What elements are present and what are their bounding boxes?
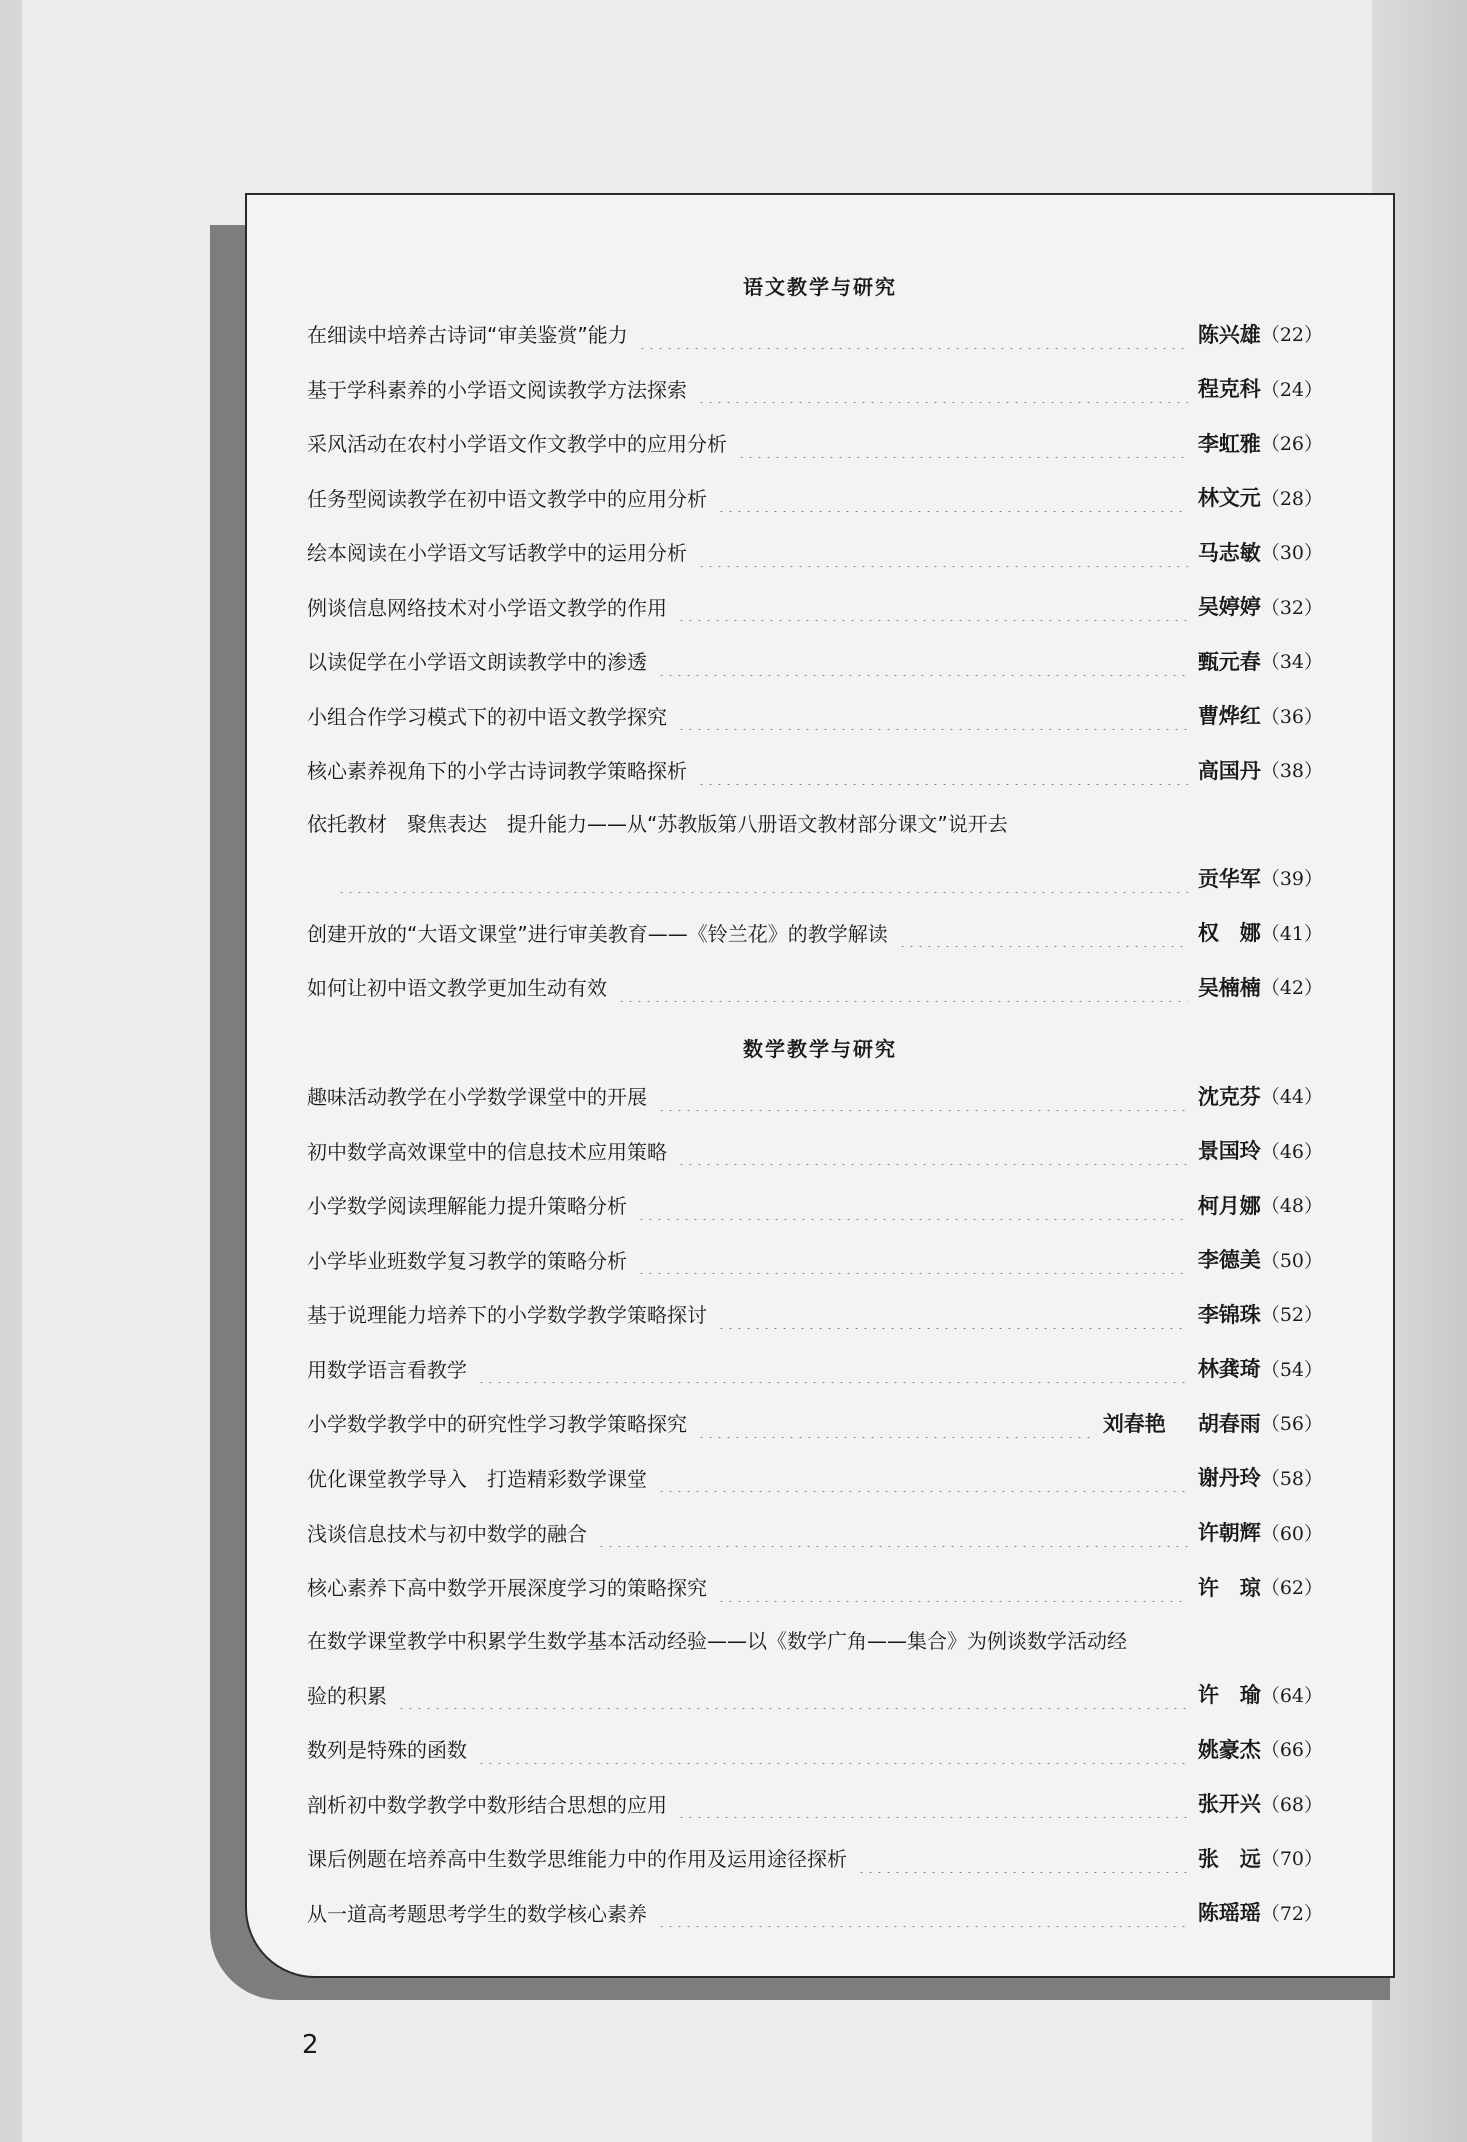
toc-entry[interactable] [307,373,1323,403]
leader-dots [717,1299,1188,1329]
leader-dots [697,373,1188,403]
entry-author: 甄元春 [1197,649,1261,674]
entry-page: （46） [1260,1140,1323,1163]
entry-author: 景国玲 [1197,1139,1261,1164]
toc-entry[interactable] [307,482,1323,512]
toc-entry[interactable] [307,428,1323,458]
entry-page: （58） [1260,1467,1323,1490]
entry-title: 绘本阅读在小学语文写话教学中的运用分析 [307,541,687,566]
entry-title: 小学数学教学中的研究性学习教学策略探究 [307,1412,687,1437]
entry-page: （64） [1260,1684,1323,1707]
leader-dots [717,482,1188,512]
leader-dots [657,1897,1188,1927]
entry-page: （42） [1260,977,1323,1000]
section-title-math: 数学教学与研究 [743,1036,897,1061]
entry-author: 许 瑜 [1197,1683,1261,1708]
toc-frame [245,193,1395,1978]
entry-author: 程克科 [1197,377,1261,402]
toc-entry[interactable] [307,1462,1323,1492]
leader-dots [397,1679,1188,1709]
leader-dots [597,1517,1188,1547]
leader-dots [677,1135,1188,1165]
leader-dots [717,1572,1188,1602]
leader-dots [657,1462,1188,1492]
entry-page: （32） [1260,596,1323,619]
entry-page: （66） [1260,1739,1323,1762]
entry-author: 许朝辉 [1197,1521,1261,1546]
toc-entry[interactable] [307,1408,1323,1438]
leader-dots [737,428,1188,458]
entry-title: 采风活动在农村小学语文作文教学中的应用分析 [307,432,727,457]
entry-title: 验的积累 [307,1683,387,1708]
entry-title: 小组合作学习模式下的初中语文教学探究 [307,704,667,729]
leader-dots [637,1190,1188,1220]
leader-dots [677,1788,1188,1818]
toc-entry[interactable] [307,972,1323,1002]
entry-title: 数列是特殊的函数 [307,1738,467,1763]
entry-author: 姚豪杰 [1197,1737,1261,1762]
toc-entry[interactable] [307,1897,1323,1927]
entry-page: （24） [1260,378,1323,401]
entry-author: 曹烨红 [1197,704,1261,729]
toc-entry[interactable] [307,591,1323,621]
leader-dots [697,755,1188,785]
entry-title: 任务型阅读教学在初中语文教学中的应用分析 [307,486,707,511]
entry-title: 用数学语言看教学 [307,1357,467,1382]
entry-title: 基于学科素养的小学语文阅读教学方法探索 [307,377,687,402]
entry-title: 从一道高考题思考学生的数学核心素养 [307,1901,647,1926]
entry-page: （54） [1260,1358,1323,1381]
entry-author: 陈瑶瑶 [1197,1901,1261,1926]
entry-title: 趣味活动教学在小学数学课堂中的开展 [307,1085,647,1110]
entry-page: （41） [1260,922,1323,945]
entry-page: （38） [1260,760,1323,783]
entry-page: （50） [1260,1249,1323,1272]
entry-author: 高国丹 [1197,758,1261,783]
entry-title: 创建开放的“大语文课堂”进行审美教育——《铃兰花》的教学解读 [307,921,888,946]
entry-author: 李虹雅 [1197,431,1261,456]
toc-entry[interactable] [307,1843,1323,1873]
toc-entry[interactable] [307,1190,1323,1220]
toc-entry[interactable] [307,917,1323,947]
toc-entry[interactable] [307,1788,1323,1818]
leader-dots [677,591,1188,621]
entry-title: 浅谈信息技术与初中数学的融合 [307,1521,587,1546]
entry-title: 课后例题在培养高中生数学思维能力中的作用及运用途径探析 [307,1847,847,1872]
entry-title: 小学毕业班数学复习教学的策略分析 [307,1248,627,1273]
entry-author: 许 琼 [1197,1575,1261,1600]
entry-title: 优化课堂教学导入 打造精彩数学课堂 [307,1466,647,1491]
entry-author: 吴婷婷 [1197,595,1261,620]
entry-page: （22） [1260,324,1323,347]
entry-title: 以读促学在小学语文朗读教学中的渗透 [307,650,647,675]
toc-entry[interactable] [307,1353,1323,1383]
entry-author: 柯月娜 [1197,1193,1261,1218]
entry-author: 张 远 [1197,1846,1261,1871]
leader-dots [677,700,1188,730]
entry-page: （48） [1260,1195,1323,1218]
entry-page: （68） [1260,1793,1323,1816]
leader-dots [898,917,1188,947]
entry-title: 剖析初中数学教学中数形结合思想的应用 [307,1792,667,1817]
leader-dots [617,972,1188,1002]
entry-title: 基于说理能力培养下的小学数学教学策略探讨 [307,1303,707,1328]
entry-title: 如何让初中语文教学更加生动有效 [307,976,607,1001]
entry-author: 吴楠楠 [1197,975,1261,1000]
entry-title: 核心素养视角下的小学古诗词教学策略探析 [307,759,687,784]
entry-title: 例谈信息网络技术对小学语文教学的作用 [307,595,667,620]
entry-author: 李锦珠 [1197,1302,1261,1327]
entry-page: （56） [1260,1413,1323,1436]
entry-title: 初中数学高效课堂中的信息技术应用策略 [307,1139,667,1164]
leader-dots [638,319,1188,349]
entry-page: （28） [1260,487,1323,510]
entry-author: 张开兴 [1197,1792,1261,1817]
entry-title: 核心素养下高中数学开展深度学习的策略探究 [307,1576,707,1601]
entry-title-line1[interactable]: 依托教材 聚焦表达 提升能力——从“苏教版第八册语文教材部分课文”说开去 [307,812,1008,837]
toc-entry[interactable] [307,700,1323,730]
entry-page: （60） [1260,1522,1323,1545]
leader-dots [477,1353,1188,1383]
toc-entry[interactable] [307,319,1323,349]
toc-entry[interactable] [307,537,1323,567]
leader-dots [637,1244,1188,1274]
entry-page: （34） [1260,651,1323,674]
entry-page: （39） [1260,868,1323,891]
section-title-chinese: 语文教学与研究 [743,274,897,299]
entry-title: 小学数学阅读理解能力提升策略分析 [307,1194,627,1219]
entry-page: （52） [1260,1304,1323,1327]
leader-dots [657,646,1188,676]
toc-entry[interactable] [307,863,1323,893]
toc-entry[interactable] [307,1734,1323,1764]
toc-entry[interactable] [307,646,1323,676]
entry-title: 在细读中培养古诗词“审美鉴赏”能力 [307,323,628,348]
leader-dots [857,1843,1188,1873]
entry-author: 权 娜 [1197,921,1261,946]
entry-author: 马志敏 [1197,540,1261,565]
entry-author: 林文元 [1197,486,1261,511]
entry-author: 林龚琦 [1197,1357,1261,1382]
leader-dots [697,537,1188,567]
entry-author: 胡春雨 [1197,1411,1261,1436]
entry-author: 谢丹玲 [1197,1466,1261,1491]
entry-page: （72） [1260,1902,1323,1925]
toc-entry[interactable] [307,1244,1323,1274]
entry-coauthor: 刘春艳 [1102,1411,1166,1436]
entry-author: 李德美 [1197,1248,1261,1273]
toc-entry[interactable] [307,1679,1323,1709]
leader-dots [477,1734,1188,1764]
entry-page: （44） [1260,1086,1323,1109]
toc-entry[interactable] [307,1299,1323,1329]
leader-dots [657,1081,1188,1111]
entry-author: 陈兴雄 [1197,322,1261,347]
entry-author: 沈克芬 [1197,1084,1261,1109]
entry-title-line1[interactable]: 在数学课堂教学中积累学生数学基本活动经验——以《数学广角——集合》为例谈数学活动经 [307,1629,1127,1654]
entry-page: （36） [1260,705,1323,728]
toc-entry[interactable] [307,755,1323,785]
entry-page: （62） [1260,1577,1323,1600]
leader-dots [697,1408,1093,1438]
entry-page: （26） [1260,433,1323,456]
toc-entry[interactable] [307,1081,1323,1111]
page-number: 2 [302,2030,319,2060]
entry-page: （70） [1260,1848,1323,1871]
leader-dots [337,863,1188,893]
entry-page: （30） [1260,542,1323,565]
toc-entry[interactable] [307,1572,1323,1602]
toc-entry[interactable] [307,1135,1323,1165]
entry-author: 贡华军 [1197,866,1261,891]
toc-entry[interactable] [307,1517,1323,1547]
